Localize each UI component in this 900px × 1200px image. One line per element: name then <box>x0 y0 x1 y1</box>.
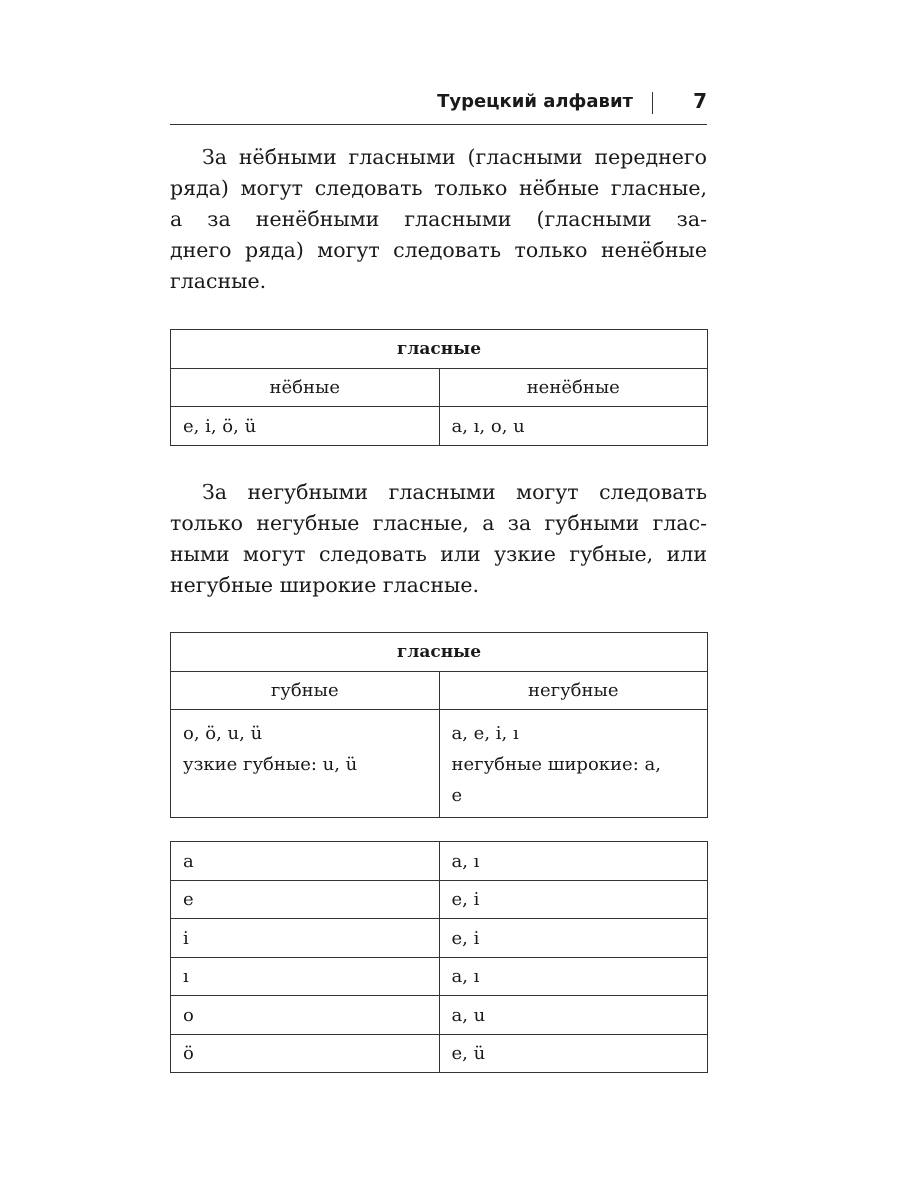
table-cell: a, ı <box>439 958 708 996</box>
paragraph-labial-harmony <box>170 477 707 601</box>
cell-line: e <box>451 785 463 806</box>
table-row <box>171 958 708 996</box>
table-row <box>171 710 708 818</box>
table-cell: e, ü <box>439 1035 708 1073</box>
paragraph-line: только негубные гласные, а за губными глас- <box>170 511 707 535</box>
table-row <box>171 919 708 958</box>
palatal-vowels-table <box>170 329 708 446</box>
table-cell: i <box>171 919 440 958</box>
table-cell: a, ı <box>439 842 708 881</box>
paragraph-line: За нёбными гласными (гласными переднего <box>202 145 707 169</box>
table-cell: e, i, ö, ü <box>171 407 440 446</box>
paragraph-line: а за ненёбными гласными (гласными за- <box>170 207 707 231</box>
paragraph-line: днего ряда) могут следовать только ненёбные <box>170 238 707 262</box>
table-cell: ı <box>171 958 440 996</box>
labial-vowels-table <box>170 632 708 818</box>
vowel-sequence-table <box>170 841 708 1073</box>
table-row <box>171 407 708 446</box>
paragraph-line: ряда) могут следовать только нёбные гласные, <box>170 176 707 200</box>
table-cell: e, i <box>439 881 708 919</box>
table-row <box>171 996 708 1035</box>
paragraph-line: ными могут следовать или узкие губные, или <box>170 542 707 566</box>
table-row <box>171 1035 708 1073</box>
table-cell: o <box>171 996 440 1035</box>
column-header-palatal: нёбные <box>171 369 440 407</box>
column-header-non-labial: негубные <box>439 672 708 710</box>
column-header-non-palatal: ненёбные <box>439 369 708 407</box>
cell-line: o, ö, u, ü <box>183 723 263 744</box>
running-header <box>170 88 707 125</box>
cell-line: узкие губные: u, ü <box>183 754 358 775</box>
table-title: гласные <box>171 633 708 672</box>
cell-line: a, e, i, ı <box>451 723 519 744</box>
table-title-row <box>171 633 708 672</box>
cell-line: негубные широкие: a, <box>451 754 661 775</box>
header-separator <box>652 92 654 114</box>
table-header-row <box>171 672 708 710</box>
paragraph-line: За негубными гласными могут следовать <box>202 480 707 504</box>
running-header-title: Турецкий алфавит <box>437 91 633 112</box>
table-cell: ö <box>171 1035 440 1073</box>
table-cell <box>171 710 440 818</box>
table-row <box>171 881 708 919</box>
table-cell: e <box>171 881 440 919</box>
paragraph-line: гласные. <box>170 269 267 293</box>
table-cell <box>439 710 708 818</box>
page-number: 7 <box>693 89 707 113</box>
paragraph-palatal-harmony <box>170 142 707 297</box>
paragraph-line: негубные широкие гласные. <box>170 573 479 597</box>
table-cell: a, ı, o, u <box>439 407 708 446</box>
table-title-row <box>171 330 708 369</box>
table-row <box>171 842 708 881</box>
table-cell: a <box>171 842 440 881</box>
column-header-labial: губные <box>171 672 440 710</box>
table-header-row <box>171 369 708 407</box>
table-title: гласные <box>171 330 708 369</box>
table-cell: a, u <box>439 996 708 1035</box>
table-cell: e, i <box>439 919 708 958</box>
